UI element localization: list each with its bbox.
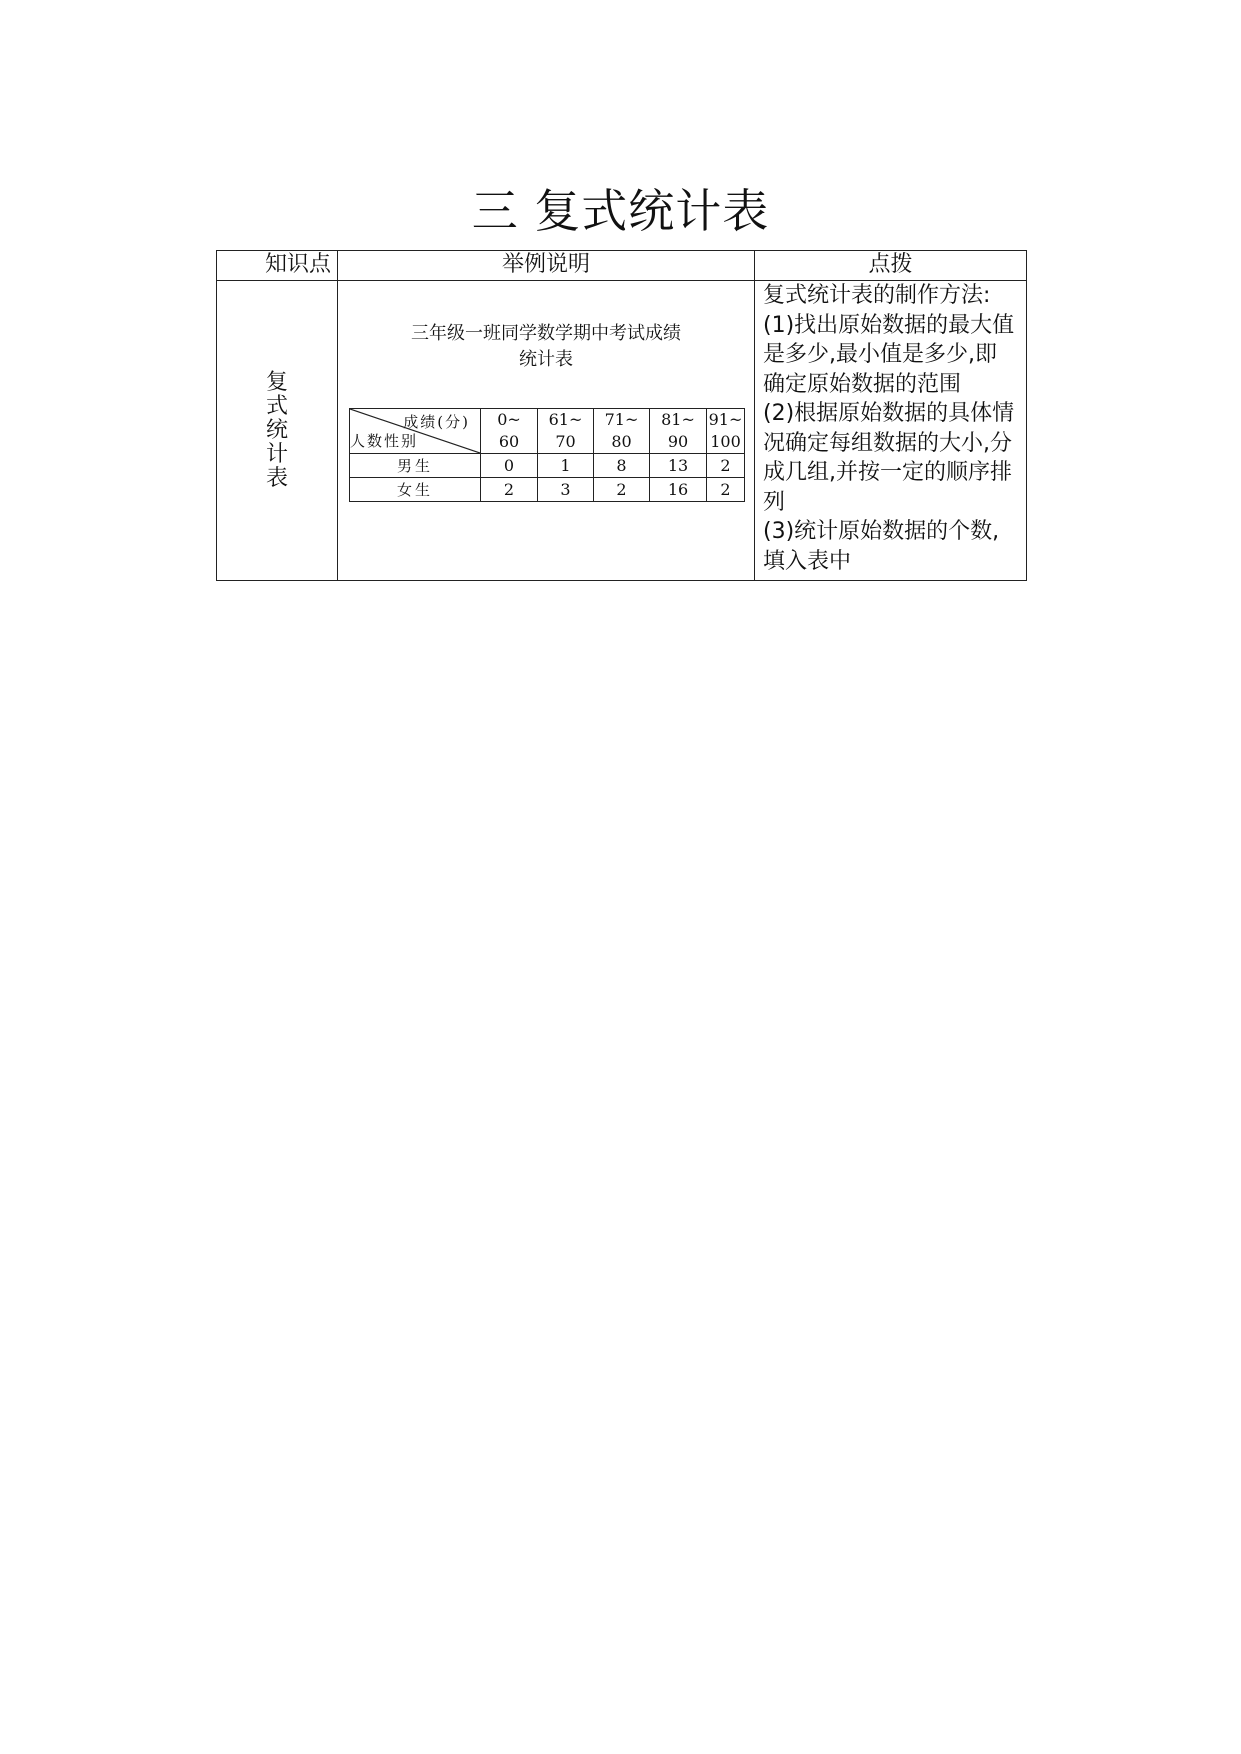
range-bottom: 70 xyxy=(555,432,576,451)
range-bottom: 100 xyxy=(710,432,741,451)
range-top: 61~ xyxy=(548,410,583,429)
table-header-row xyxy=(217,251,1027,281)
score-header-row xyxy=(350,409,745,454)
example-cell xyxy=(338,281,755,581)
tips-cell xyxy=(755,281,1027,581)
score-range-1 xyxy=(538,409,594,454)
tips-line-0: 复式统计表的制作方法: xyxy=(763,283,991,308)
table-cell: 2 xyxy=(707,478,745,502)
score-range-4 xyxy=(707,409,745,454)
score-range-0 xyxy=(481,409,538,454)
table-cell: 2 xyxy=(594,478,650,502)
table-row-boys xyxy=(350,454,745,478)
table-cell: 0 xyxy=(481,454,538,478)
score-range-3 xyxy=(650,409,707,454)
table-cell: 13 xyxy=(650,454,707,478)
range-bottom: 60 xyxy=(498,432,520,451)
page-title: 三 复式统计表 xyxy=(471,183,770,238)
knowledge-table xyxy=(216,250,1027,581)
table-cell: 2 xyxy=(707,454,745,478)
table-row-girls xyxy=(350,478,745,502)
table-cell: 2 xyxy=(481,478,538,502)
example-caption-line1: 三年级一班同学数学期中考试成绩 xyxy=(411,323,681,344)
row-label-boys: 男生 xyxy=(350,454,481,478)
header-example: 举例说明 xyxy=(338,251,755,281)
table-row xyxy=(217,281,1027,581)
row-label-girls: 女生 xyxy=(350,478,481,502)
knowledge-point-label: 复式统计表 xyxy=(265,369,288,491)
header-knowledge-point: 知识点 xyxy=(217,251,338,281)
example-caption-line2: 统计表 xyxy=(519,349,573,370)
header-tips: 点拨 xyxy=(755,251,1027,281)
score-stat-table xyxy=(349,408,745,502)
tips-line-2: (2)根据原始数据的具体情况确定每组数据的大小,分成几组,并按一定的顺序排列 xyxy=(763,401,1015,515)
diagonal-header-cell xyxy=(350,409,481,454)
knowledge-point-cell xyxy=(217,281,338,581)
table-cell: 1 xyxy=(538,454,594,478)
diagonal-bottom-label: 人数性别 xyxy=(350,432,419,450)
table-cell: 16 xyxy=(650,478,707,502)
tips-line-3: (3)统计原始数据的个数,填入表中 xyxy=(763,519,1000,574)
range-top: 81~ xyxy=(661,410,695,429)
range-top: 71~ xyxy=(604,410,639,429)
score-range-2 xyxy=(594,409,650,454)
range-top: 91~ xyxy=(708,410,743,429)
range-bottom: 80 xyxy=(611,432,632,451)
diagonal-top-label: 成绩(分) xyxy=(403,413,470,431)
range-bottom: 90 xyxy=(667,432,689,451)
tips-line-1: (1)找出原始数据的最大值是多少,最小值是多少,即确定原始数据的范围 xyxy=(763,312,1015,397)
range-top: 0~ xyxy=(497,410,521,429)
table-cell: 8 xyxy=(594,454,650,478)
table-cell: 3 xyxy=(538,478,594,502)
example-caption xyxy=(338,321,754,373)
